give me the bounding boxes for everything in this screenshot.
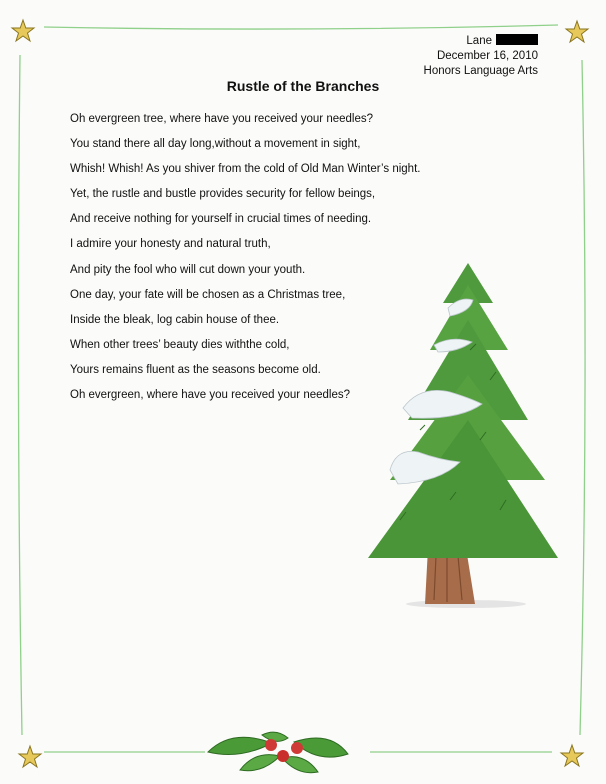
star-icon [566, 21, 588, 42]
poem-line: When other trees’ beauty dies withthe cold, [70, 338, 290, 351]
poem-line: Oh evergreen tree, where have you received your needles? [70, 113, 374, 125]
poem-line: And pity the fool who will cut down your youth. [70, 263, 306, 276]
poem-line: I admire your honesty and natural truth, [70, 238, 271, 251]
star-icon [561, 745, 583, 766]
poem-line: Yet, the rustle and bustle provides security for fellow beings, [70, 188, 376, 201]
poem-line: Inside the bleak, log cabin house of thee. [70, 313, 280, 326]
star-icon [19, 746, 41, 767]
poem-line: You stand there all day long,without a movement in sight, [70, 138, 361, 151]
poem-line: And receive nothing for yourself in crucial times of needing. [70, 213, 372, 226]
poem-title: Rustle of the Branches [226, 78, 380, 94]
author-name: Lane [466, 35, 492, 47]
author-line [424, 34, 538, 49]
redaction-bar [496, 34, 538, 45]
date-line: December 16, 2010 [436, 50, 538, 62]
poem-line: Oh evergreen, where have you received your needles? [70, 389, 351, 402]
poem-line: Yours remains fluent as the seasons become old. [70, 363, 321, 376]
header-block [424, 34, 538, 79]
poem-body [70, 112, 490, 413]
star-icon [12, 20, 34, 41]
course-line: Honors Language Arts [423, 65, 538, 77]
holly-decoration [208, 732, 348, 773]
poem-line: One day, your fate will be chosen as a Christmas tree, [70, 288, 346, 301]
poem-line: Whish! Whish! As you shiver from the cold of Old Man Winter’s night. [70, 163, 421, 176]
